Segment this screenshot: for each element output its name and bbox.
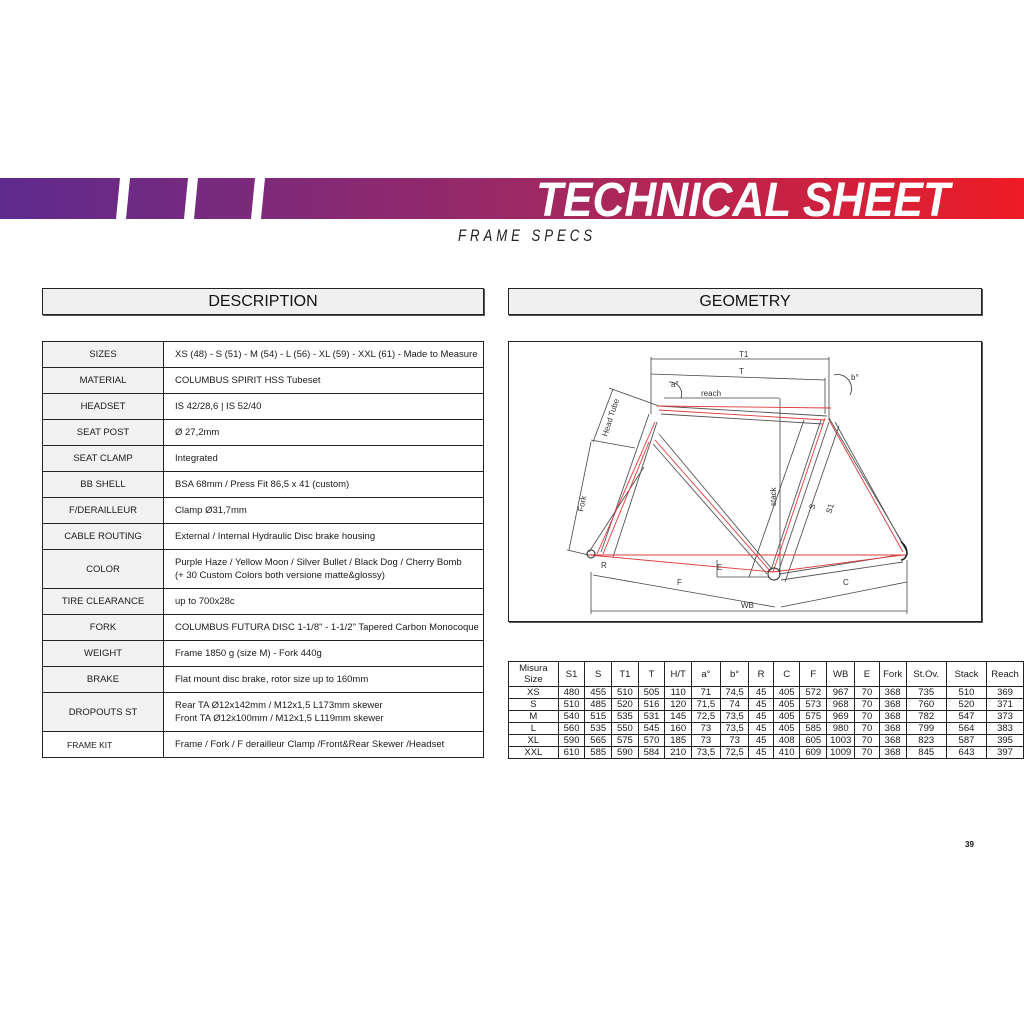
value-cell: 120 bbox=[665, 699, 692, 711]
value-cell: 45 bbox=[749, 699, 773, 711]
value-cell: 575 bbox=[612, 735, 639, 747]
table-row bbox=[43, 589, 484, 615]
column-header: St.Ov. bbox=[906, 662, 946, 687]
value-cell: 70 bbox=[855, 723, 879, 735]
value-cell: 71,5 bbox=[692, 699, 721, 711]
table-row bbox=[43, 368, 484, 394]
value-cell: 564 bbox=[946, 723, 986, 735]
row-label: DROPOUTS ST bbox=[43, 693, 164, 732]
geometry-table bbox=[508, 661, 1024, 759]
value-cell: 735 bbox=[906, 687, 946, 699]
row-value: Ø 27,2mm bbox=[164, 420, 484, 446]
value-cell: 70 bbox=[855, 735, 879, 747]
value-cell: 397 bbox=[987, 747, 1024, 759]
value-cell: 185 bbox=[665, 735, 692, 747]
column-header: C bbox=[773, 662, 800, 687]
value-cell: 74,5 bbox=[720, 687, 749, 699]
value-cell: 368 bbox=[879, 735, 906, 747]
table-row bbox=[509, 735, 1024, 747]
value-cell: 72,5 bbox=[720, 747, 749, 759]
row-value: Clamp Ø31,7mm bbox=[164, 498, 484, 524]
table-row bbox=[43, 472, 484, 498]
row-label: TIRE CLEARANCE bbox=[43, 589, 164, 615]
row-label: SIZES bbox=[43, 342, 164, 368]
row-value-line: Rear TA Ø12x142mm / M12x1,5 L173mm skewer bbox=[175, 700, 383, 711]
row-value: BSA 68mm / Press Fit 86,5 x 41 (custom) bbox=[164, 472, 484, 498]
table-row bbox=[509, 687, 1024, 699]
value-cell: 373 bbox=[987, 711, 1024, 723]
row-value: External / Internal Hydraulic Disc brake housing bbox=[164, 524, 484, 550]
row-value: IS 42/28,6 | IS 52/40 bbox=[164, 394, 484, 420]
column-header: R bbox=[749, 662, 773, 687]
value-cell: 545 bbox=[638, 723, 665, 735]
size-cell: XL bbox=[509, 735, 559, 747]
value-cell: 1009 bbox=[827, 747, 855, 759]
table-row bbox=[43, 394, 484, 420]
size-cell: XS bbox=[509, 687, 559, 699]
value-cell: 510 bbox=[946, 687, 986, 699]
row-value-line: Front TA Ø12x100mm / M12x1,5 L119mm skewer bbox=[175, 713, 384, 724]
page-title: TECHNICAL SHEET bbox=[536, 178, 954, 219]
value-cell: 45 bbox=[749, 711, 773, 723]
column-header: b° bbox=[720, 662, 749, 687]
value-cell: 610 bbox=[558, 747, 585, 759]
value-cell: 531 bbox=[638, 711, 665, 723]
value-cell: 585 bbox=[585, 747, 612, 759]
value-cell: 510 bbox=[612, 687, 639, 699]
value-cell: 967 bbox=[827, 687, 855, 699]
value-cell: 210 bbox=[665, 747, 692, 759]
value-cell: 408 bbox=[773, 735, 800, 747]
value-cell: 405 bbox=[773, 699, 800, 711]
table-row bbox=[509, 711, 1024, 723]
size-cell: XXL bbox=[509, 747, 559, 759]
row-value: Frame / Fork / F derailleur Clamp /Front&Rear Skewer /Headset bbox=[164, 732, 484, 758]
bike-frame-drawing-icon bbox=[509, 342, 981, 621]
value-cell: 480 bbox=[558, 687, 585, 699]
row-value: up to 700x28c bbox=[164, 589, 484, 615]
label-reach: reach bbox=[701, 389, 722, 398]
table-row bbox=[43, 342, 484, 368]
value-cell: 760 bbox=[906, 699, 946, 711]
value-cell: 371 bbox=[987, 699, 1024, 711]
row-label: COLOR bbox=[43, 550, 164, 589]
table-row bbox=[43, 667, 484, 693]
value-cell: 605 bbox=[800, 735, 827, 747]
table-row bbox=[43, 524, 484, 550]
header-gradient-stripes bbox=[0, 178, 1024, 219]
geometry-diagram bbox=[508, 341, 982, 622]
value-cell: 405 bbox=[773, 687, 800, 699]
column-header: a° bbox=[692, 662, 721, 687]
value-cell: 573 bbox=[800, 699, 827, 711]
label-t1: T1 bbox=[739, 350, 749, 359]
table-row bbox=[43, 641, 484, 667]
row-value-line: (+ 30 Custom Colors both versione matte&glossy) bbox=[175, 570, 385, 581]
page-subtitle: FRAME SPECS bbox=[458, 226, 596, 245]
value-cell: 520 bbox=[946, 699, 986, 711]
value-cell: 572 bbox=[800, 687, 827, 699]
row-value bbox=[164, 693, 484, 732]
label-r: R bbox=[601, 561, 607, 570]
value-cell: 395 bbox=[987, 735, 1024, 747]
row-label: BRAKE bbox=[43, 667, 164, 693]
value-cell: 73,5 bbox=[692, 747, 721, 759]
row-value: Flat mount disc brake, rotor size up to 160mm bbox=[164, 667, 484, 693]
size-cell: S bbox=[509, 699, 559, 711]
column-header: T1 bbox=[612, 662, 639, 687]
value-cell: 565 bbox=[585, 735, 612, 747]
value-cell: 590 bbox=[612, 747, 639, 759]
value-cell: 516 bbox=[638, 699, 665, 711]
row-label: FORK bbox=[43, 615, 164, 641]
label-wb: WB bbox=[741, 601, 754, 610]
value-cell: 368 bbox=[879, 723, 906, 735]
value-cell: 70 bbox=[855, 687, 879, 699]
label-t: T bbox=[739, 367, 744, 376]
row-value: Frame 1850 g (size M) - Fork 440g bbox=[164, 641, 484, 667]
table-row bbox=[43, 615, 484, 641]
row-label: SEAT CLAMP bbox=[43, 446, 164, 472]
column-header: S bbox=[585, 662, 612, 687]
value-cell: 584 bbox=[638, 747, 665, 759]
geometry-heading: GEOMETRY bbox=[508, 288, 982, 315]
value-cell: 535 bbox=[612, 711, 639, 723]
table-row bbox=[509, 699, 1024, 711]
label-fork: Fork bbox=[576, 494, 589, 513]
value-cell: 510 bbox=[558, 699, 585, 711]
value-cell: 73 bbox=[720, 735, 749, 747]
table-row bbox=[43, 498, 484, 524]
row-value-line: Purple Haze / Yellow Moon / Silver Bullet / Black Dog / Cherry Bomb bbox=[175, 557, 462, 568]
label-e: E bbox=[717, 563, 723, 572]
row-value: COLUMBUS FUTURA DISC 1-1/8" - 1-1/2" Tapered Carbon Monocoque bbox=[164, 615, 484, 641]
value-cell: 968 bbox=[827, 699, 855, 711]
value-cell: 72,5 bbox=[692, 711, 721, 723]
row-value: COLUMBUS SPIRIT HSS Tubeset bbox=[164, 368, 484, 394]
row-label: FRAME KIT bbox=[43, 732, 164, 758]
label-stack: stack bbox=[769, 487, 778, 506]
value-cell: 823 bbox=[906, 735, 946, 747]
value-cell: 782 bbox=[906, 711, 946, 723]
value-cell: 368 bbox=[879, 699, 906, 711]
value-cell: 70 bbox=[855, 699, 879, 711]
column-header: WB bbox=[827, 662, 855, 687]
column-header: E bbox=[855, 662, 879, 687]
value-cell: 70 bbox=[855, 711, 879, 723]
value-cell: 45 bbox=[749, 687, 773, 699]
value-cell: 799 bbox=[906, 723, 946, 735]
value-cell: 969 bbox=[827, 711, 855, 723]
table-row bbox=[43, 693, 484, 732]
row-label: HEADSET bbox=[43, 394, 164, 420]
table-row bbox=[43, 550, 484, 589]
column-header: F bbox=[800, 662, 827, 687]
row-label: BB SHELL bbox=[43, 472, 164, 498]
value-cell: 369 bbox=[987, 687, 1024, 699]
value-cell: 45 bbox=[749, 735, 773, 747]
value-cell: 145 bbox=[665, 711, 692, 723]
value-cell: 73,5 bbox=[720, 723, 749, 735]
value-cell: 520 bbox=[612, 699, 639, 711]
value-cell: 643 bbox=[946, 747, 986, 759]
column-header-size: Misura Size bbox=[509, 662, 559, 687]
table-row bbox=[43, 732, 484, 758]
size-cell: L bbox=[509, 723, 559, 735]
value-cell: 368 bbox=[879, 687, 906, 699]
row-value bbox=[164, 550, 484, 589]
value-cell: 505 bbox=[638, 687, 665, 699]
value-cell: 405 bbox=[773, 723, 800, 735]
value-cell: 547 bbox=[946, 711, 986, 723]
value-cell: 845 bbox=[906, 747, 946, 759]
value-cell: 455 bbox=[585, 687, 612, 699]
label-head-tube: Head Tube bbox=[600, 397, 621, 438]
table-header-row bbox=[509, 662, 1024, 687]
column-header: Fork bbox=[879, 662, 906, 687]
value-cell: 73 bbox=[692, 735, 721, 747]
size-cell: M bbox=[509, 711, 559, 723]
value-cell: 45 bbox=[749, 747, 773, 759]
value-cell: 368 bbox=[879, 711, 906, 723]
value-cell: 73,5 bbox=[720, 711, 749, 723]
column-header: Reach bbox=[987, 662, 1024, 687]
table-row bbox=[43, 446, 484, 472]
row-label: CABLE ROUTING bbox=[43, 524, 164, 550]
value-cell: 540 bbox=[558, 711, 585, 723]
column-header: H/T bbox=[665, 662, 692, 687]
description-table bbox=[42, 341, 484, 758]
value-cell: 1003 bbox=[827, 735, 855, 747]
row-label: SEAT POST bbox=[43, 420, 164, 446]
value-cell: 383 bbox=[987, 723, 1024, 735]
column-header: S1 bbox=[558, 662, 585, 687]
value-cell: 74 bbox=[720, 699, 749, 711]
row-label: MATERIAL bbox=[43, 368, 164, 394]
value-cell: 110 bbox=[665, 687, 692, 699]
value-cell: 45 bbox=[749, 723, 773, 735]
value-cell: 980 bbox=[827, 723, 855, 735]
value-cell: 71 bbox=[692, 687, 721, 699]
table-row bbox=[509, 723, 1024, 735]
description-heading: DESCRIPTION bbox=[42, 288, 484, 315]
value-cell: 368 bbox=[879, 747, 906, 759]
value-cell: 485 bbox=[585, 699, 612, 711]
table-row bbox=[43, 420, 484, 446]
value-cell: 410 bbox=[773, 747, 800, 759]
value-cell: 609 bbox=[800, 747, 827, 759]
value-cell: 160 bbox=[665, 723, 692, 735]
row-label: F/DERAILLEUR bbox=[43, 498, 164, 524]
label-c: C bbox=[843, 578, 849, 587]
page-number: 39 bbox=[965, 840, 974, 849]
table-row bbox=[509, 747, 1024, 759]
value-cell: 535 bbox=[585, 723, 612, 735]
row-value: XS (48) - S (51) - M (54) - L (56) - XL (59) - XXL (61) - Made to Measure bbox=[164, 342, 484, 368]
value-cell: 515 bbox=[585, 711, 612, 723]
row-value: Integrated bbox=[164, 446, 484, 472]
value-cell: 590 bbox=[558, 735, 585, 747]
label-s: S bbox=[807, 502, 818, 511]
label-b-angle: b° bbox=[851, 373, 859, 382]
label-a-angle: a° bbox=[671, 380, 679, 389]
value-cell: 560 bbox=[558, 723, 585, 735]
label-f: F bbox=[677, 578, 682, 587]
header-band bbox=[0, 178, 1024, 219]
column-header: T bbox=[638, 662, 665, 687]
value-cell: 570 bbox=[638, 735, 665, 747]
column-header: Stack bbox=[946, 662, 986, 687]
value-cell: 585 bbox=[800, 723, 827, 735]
value-cell: 70 bbox=[855, 747, 879, 759]
value-cell: 587 bbox=[946, 735, 986, 747]
row-label: WEIGHT bbox=[43, 641, 164, 667]
value-cell: 575 bbox=[800, 711, 827, 723]
value-cell: 550 bbox=[612, 723, 639, 735]
label-s1: S1 bbox=[824, 502, 836, 515]
value-cell: 405 bbox=[773, 711, 800, 723]
value-cell: 73 bbox=[692, 723, 721, 735]
